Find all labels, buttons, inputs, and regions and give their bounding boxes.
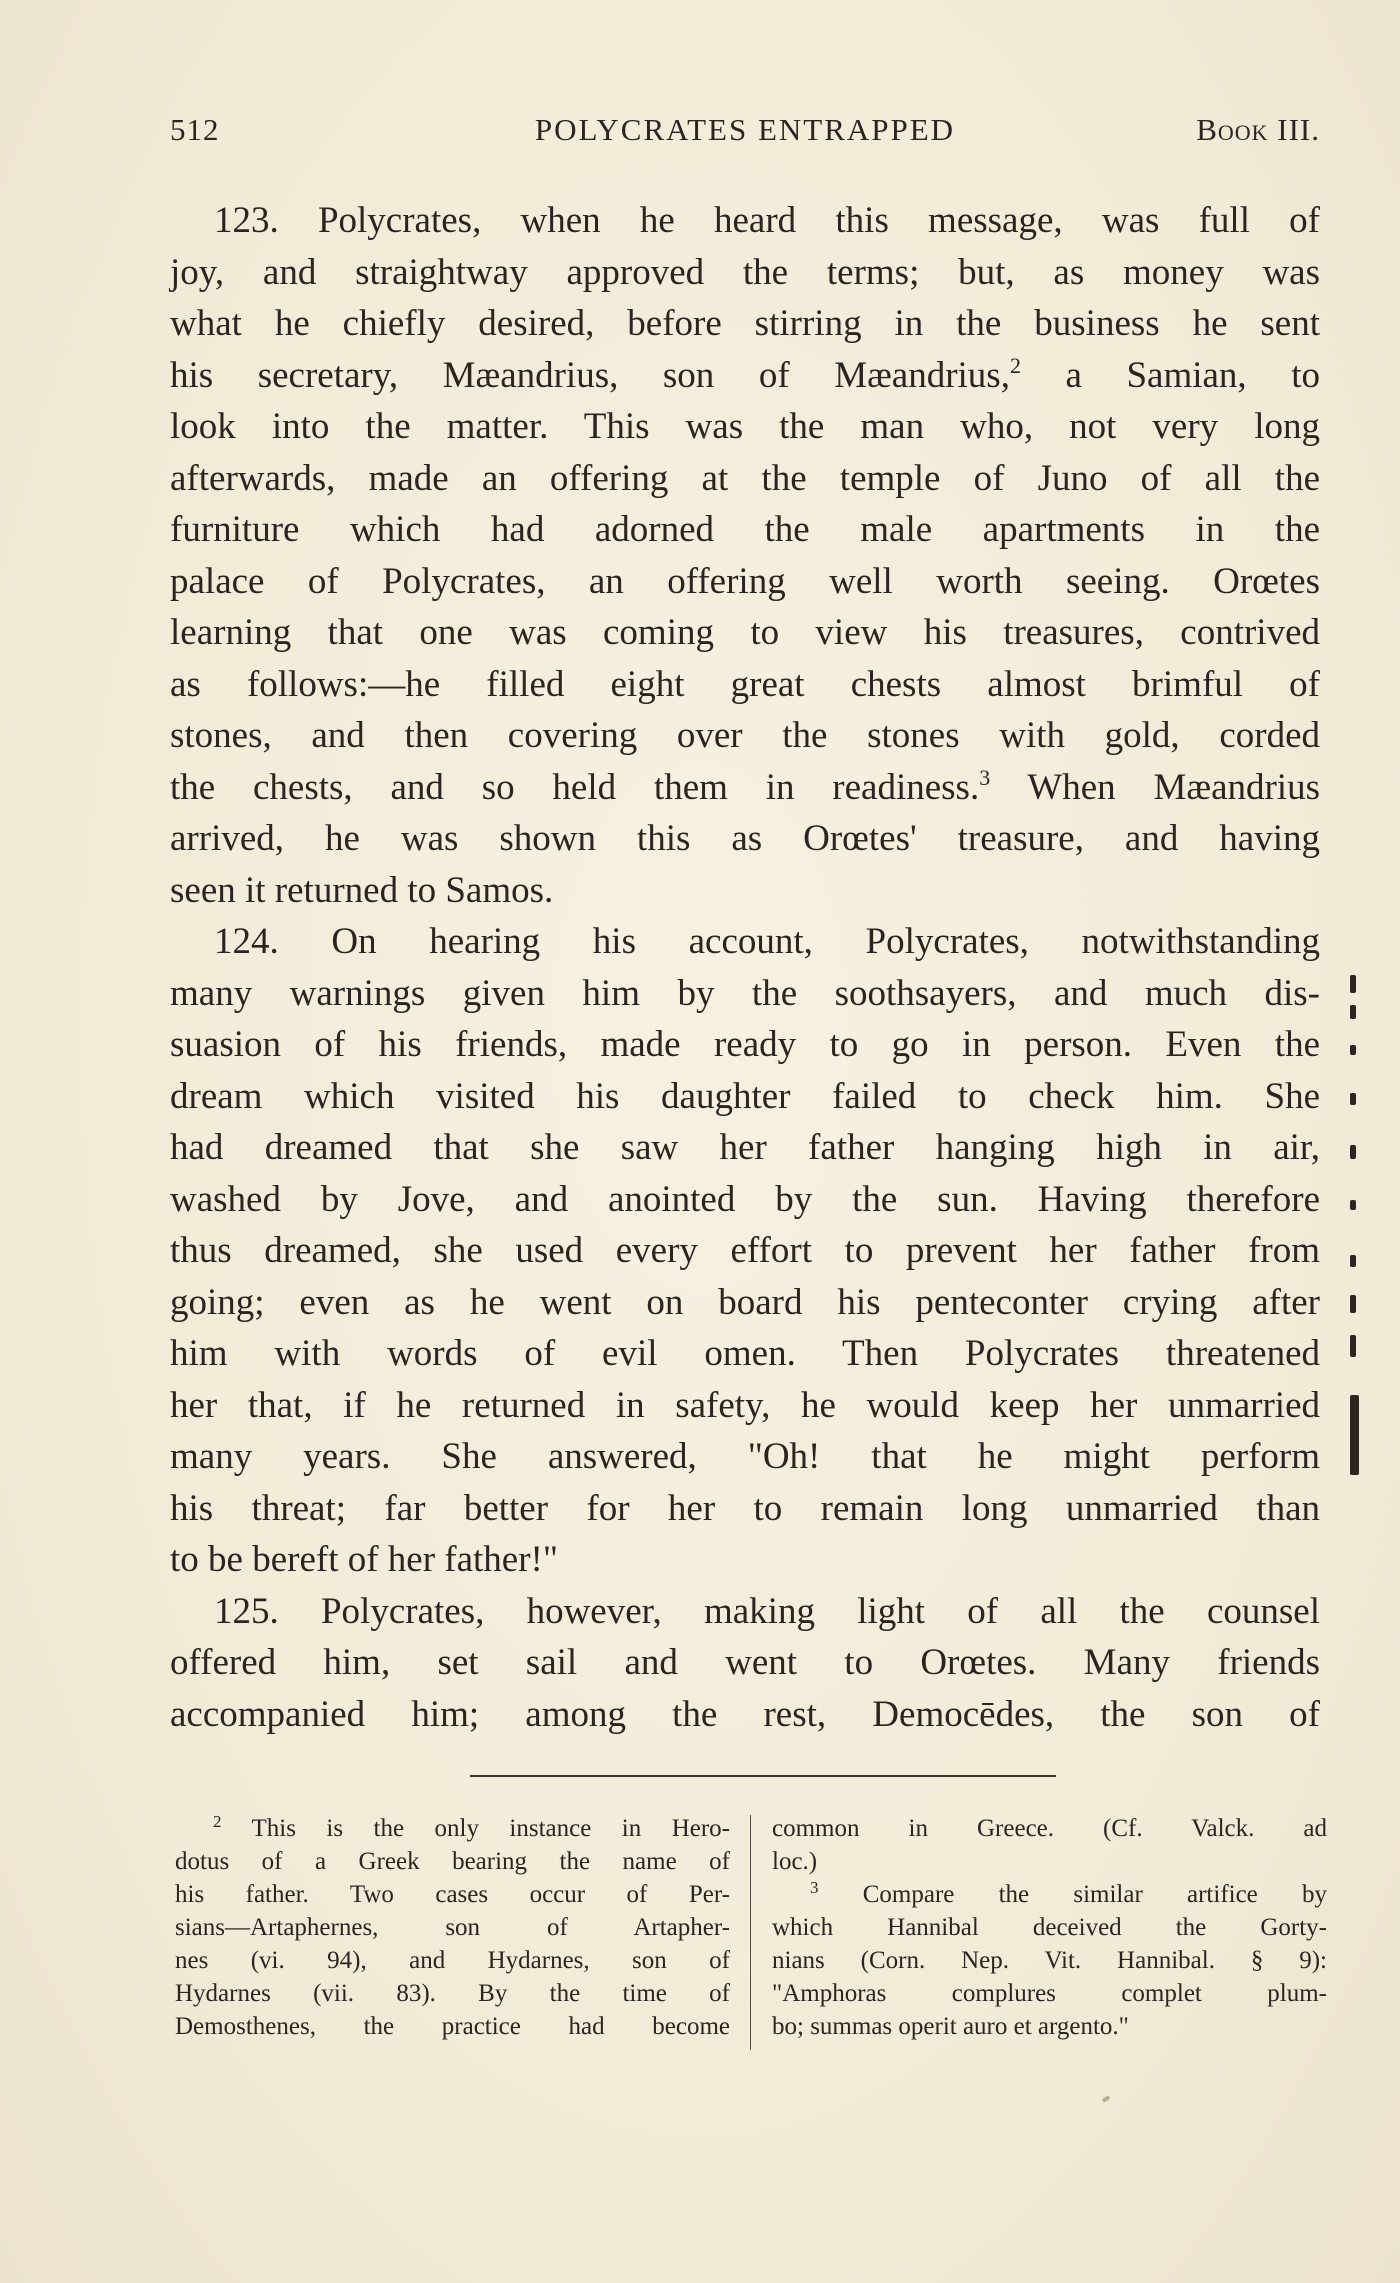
line-text: many warnings given him by the soothsayers, and much dis- — [170, 972, 1320, 1014]
main-text — [170, 195, 1320, 1740]
text-line — [170, 916, 1320, 968]
line-text: suasion of his friends, made ready to go in person. Even the — [170, 1024, 1320, 1065]
text-line — [772, 1878, 1327, 1911]
text-line — [170, 1122, 1320, 1174]
text-line — [170, 1071, 1320, 1123]
line-text: offered him, set sail and went to Orœtes. Many friends — [170, 1642, 1320, 1683]
text-line — [170, 350, 1320, 402]
line-text: Compare the similar artifice by — [818, 1881, 1327, 1908]
text-line — [772, 1845, 1327, 1878]
line-text: 123. Polycrates, when he heard this message, was full of — [214, 200, 1320, 241]
text-line — [170, 298, 1320, 350]
text-line — [170, 247, 1320, 299]
line-text: 124. On hearing his account, Polycrates, notwithstanding — [214, 921, 1320, 962]
paper-speck — [1102, 2095, 1111, 2102]
line-text: dream which visited his daughter failed to check him. She — [170, 1075, 1320, 1117]
line-text: nes (vi. 94), and Hydarnes, son of — [175, 1947, 730, 1974]
line-text: him with words of evil omen. Then Polycrates threatened — [170, 1333, 1320, 1374]
text-line — [170, 401, 1320, 453]
line-text: the chests, and so held them in readiness. — [170, 766, 980, 808]
text-line — [170, 556, 1320, 608]
line-text: joy, and straightway approved the terms; but, as money was — [170, 251, 1320, 293]
line-text: look into the matter. This was the man who, not very long — [170, 406, 1320, 447]
line-text: seen it returned to Samos. — [170, 869, 554, 911]
line-text: arrived, he was shown this as Orœtes' treasure, and having — [170, 818, 1320, 859]
text-line — [170, 865, 1320, 917]
text-line — [170, 1174, 1320, 1226]
text-line — [175, 1845, 730, 1878]
text-line — [170, 1483, 1320, 1535]
line-text: nians (Corn. Nep. Vit. Hannibal. § 9): — [772, 1947, 1327, 1974]
text-line — [175, 1977, 730, 2010]
text-line — [170, 1380, 1320, 1432]
line-text: This is the only instance in Hero- — [221, 1815, 730, 1842]
footnote-reference: 2 — [1009, 352, 1021, 378]
line-text: common in Greece. (Cf. Valck. ad — [772, 1815, 1327, 1842]
line-text: dotus of a Greek bearing the name of — [175, 1848, 730, 1875]
text-line — [170, 659, 1320, 711]
line-text: learning that one was coming to view his treasures, contrived — [170, 612, 1320, 653]
text-line — [170, 504, 1320, 556]
text-line — [170, 1019, 1320, 1071]
line-text: afterwards, made an offering at the temple of Juno of all the — [170, 457, 1320, 499]
line-text: his secretary, Mæandrius, son of Mæandrius, — [170, 354, 1010, 396]
running-header — [170, 112, 1320, 162]
text-line — [175, 1944, 730, 1977]
line-text: loc.) — [772, 1848, 818, 1875]
line-text: what he chiefly desired, before stirring in the business he sent — [170, 303, 1320, 344]
running-title: POLYCRATES ENTRAPPED — [534, 112, 956, 147]
footnote-marker: 3 — [810, 1878, 819, 1897]
text-line — [170, 607, 1320, 659]
text-line — [170, 1225, 1320, 1277]
line-text: stones, and then covering over the stones with gold, corded — [170, 715, 1320, 756]
text-line — [170, 1637, 1320, 1689]
text-line — [170, 1277, 1320, 1329]
text-line — [772, 1812, 1327, 1845]
line-text-continued: When Mæandrius — [990, 766, 1320, 808]
line-text: furniture which had adorned the male apartments in the — [170, 509, 1320, 550]
line-text: which Hannibal deceived the Gorty- — [772, 1914, 1327, 1941]
text-line — [772, 2010, 1327, 2043]
footnotes-right-column — [772, 1812, 1327, 2043]
text-line — [175, 1911, 730, 1944]
text-line — [175, 2010, 730, 2043]
line-text: "Amphoras complures complet plum- — [772, 1980, 1327, 2007]
line-text: his threat; far better for her to remain long unmarried than — [170, 1487, 1320, 1529]
line-text: Demosthenes, the practice had become — [175, 2013, 730, 2040]
bookmark-ribbon — [1348, 975, 1360, 1485]
text-line — [175, 1878, 730, 1911]
footnote-rule — [470, 1775, 1056, 1777]
text-line — [772, 1911, 1327, 1944]
footnote-reference: 3 — [979, 764, 991, 790]
line-text: as follows:—he filled eight great chests almost brimful of — [170, 663, 1320, 705]
line-text: to be bereft of her father!" — [170, 1539, 558, 1580]
line-text-continued: a Samian, to — [1020, 354, 1320, 396]
line-text: had dreamed that she saw her father hanging high in air, — [170, 1127, 1320, 1168]
book-label: Book III. — [1196, 112, 1320, 147]
text-line — [170, 1328, 1320, 1380]
line-text: sians—Artaphernes, son of Artapher- — [175, 1914, 730, 1941]
text-line — [772, 1944, 1327, 1977]
text-line — [170, 710, 1320, 762]
text-line — [170, 1586, 1320, 1638]
text-line — [170, 1534, 1320, 1586]
line-text: her that, if he returned in safety, he would keep her unmarried — [170, 1384, 1320, 1426]
footnote-column-divider — [750, 1815, 751, 2050]
text-line — [170, 453, 1320, 505]
line-text: Hydarnes (vii. 83). By the time of — [175, 1980, 730, 2007]
line-text: accompanied him; among the rest, Democēdes, the son of — [170, 1693, 1320, 1735]
text-line — [170, 1431, 1320, 1483]
footnote-marker: 2 — [213, 1812, 222, 1831]
line-text: going; even as he went on board his penteconter crying after — [170, 1281, 1320, 1323]
text-line — [170, 1689, 1320, 1741]
text-line — [170, 813, 1320, 865]
line-text: washed by Jove, and anointed by the sun. Having therefore — [170, 1178, 1320, 1220]
line-text: 125. Polycrates, however, making light of all the counsel — [214, 1590, 1320, 1632]
line-text: thus dreamed, she used every effort to prevent her father from — [170, 1230, 1320, 1271]
line-text: bo; summas operit auro et argento." — [772, 2013, 1129, 2040]
page-number: 512 — [170, 112, 220, 147]
text-line — [175, 1812, 730, 1845]
text-line — [170, 968, 1320, 1020]
line-text: many years. She answered, "Oh! that he might perform — [170, 1436, 1320, 1477]
footnotes-left-column — [175, 1812, 730, 2043]
text-line — [170, 195, 1320, 247]
text-line — [170, 762, 1320, 814]
line-text: his father. Two cases occur of Per- — [175, 1881, 730, 1908]
text-line — [772, 1977, 1327, 2010]
line-text: palace of Polycrates, an offering well worth seeing. Orœtes — [170, 560, 1320, 602]
